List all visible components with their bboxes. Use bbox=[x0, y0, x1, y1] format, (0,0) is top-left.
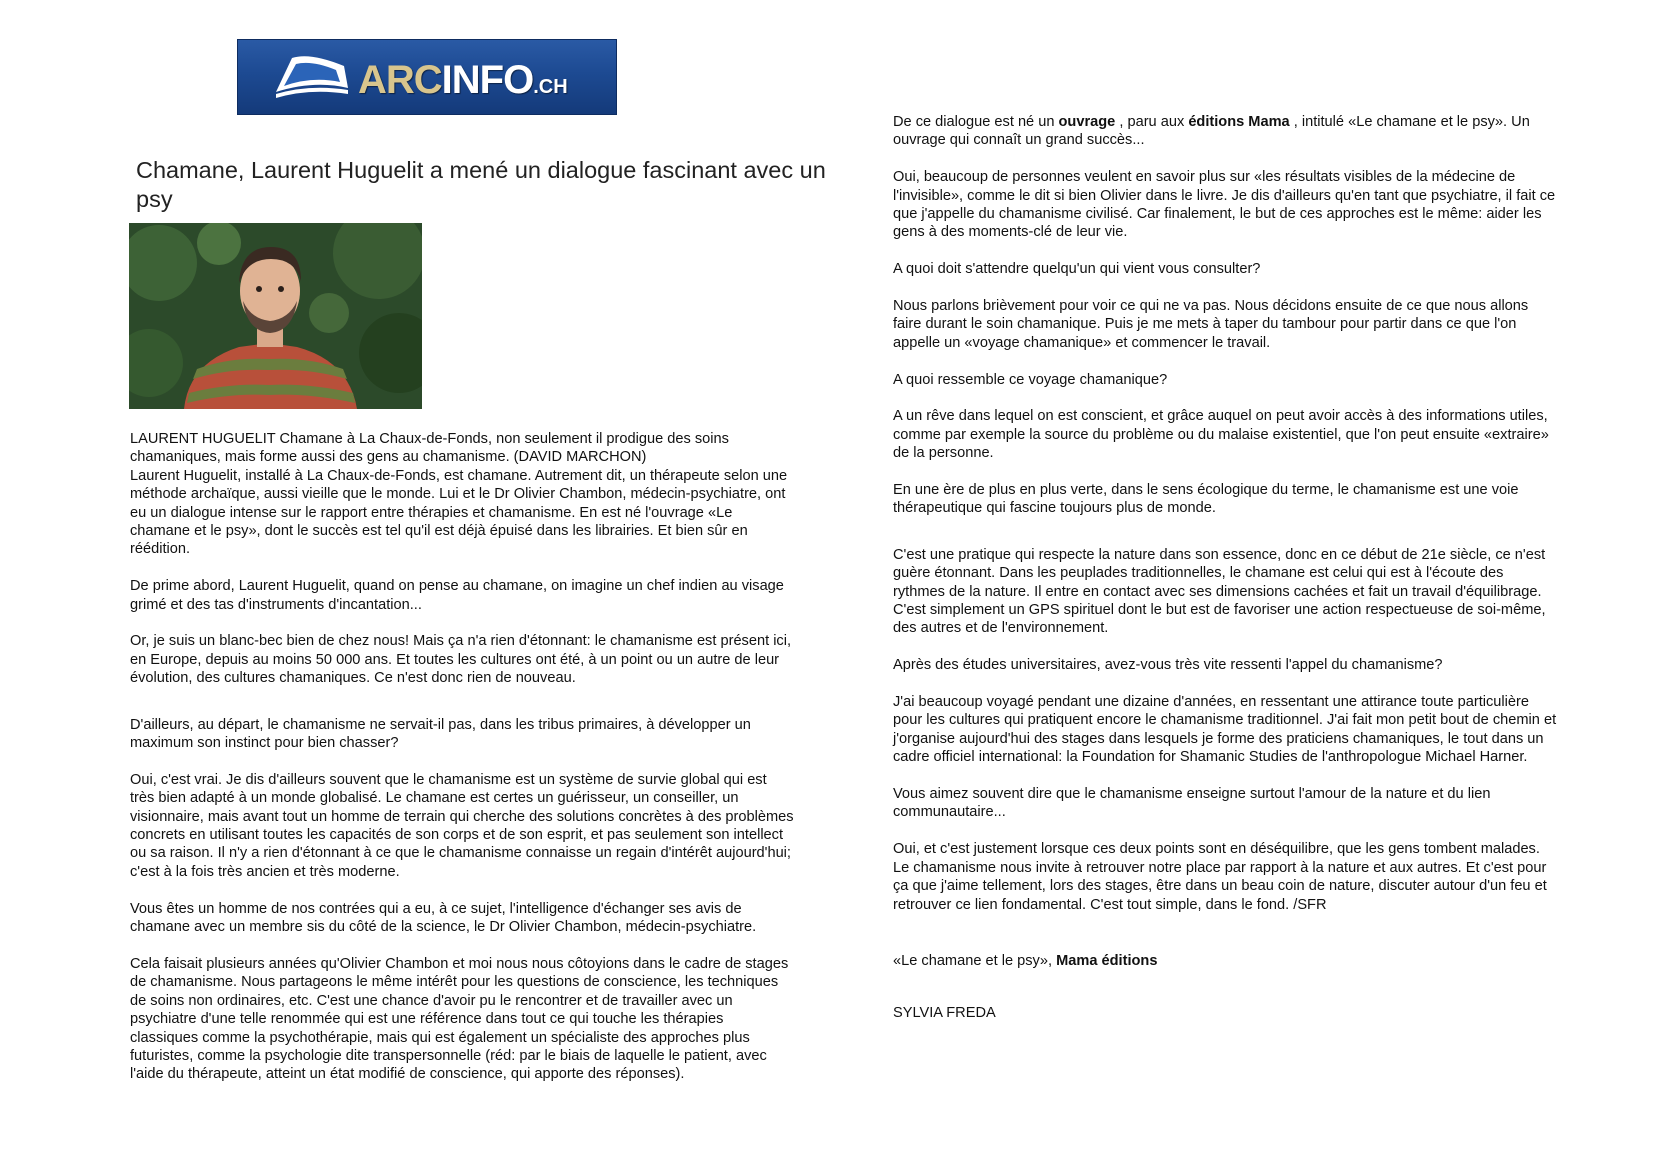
portrait-photo bbox=[129, 223, 422, 409]
logo-text-info: INFO bbox=[441, 58, 534, 102]
question-8: Après des études universitaires, avez-vous très vite ressenti l'appel du chamanisme? bbox=[893, 657, 1443, 674]
answer-2: Oui, c'est vrai. Je dis d'ailleurs souvent que le chamanisme est un système de survie global qui est très bien adapté à un monde globalisé. Le chamane est certes un guérisseur, un conseiller, un visionnaire, mais avant tout un homme de terrain qui cherche des solutions concrètes à des problèmes concrets en utilisant toutes les capacités de son corps et de son esprit, et pas seulement son intellect ou sa raison. Il n'y a rien d'étonnant à ce que le chamanisme connaisse un regain d'intérêt aujourd'hui; c'est à la fois très ancien et très moderne. bbox=[130, 771, 794, 880]
q4-text-2: , paru aux bbox=[1115, 114, 1189, 130]
answer-9: Oui, et c'est justement lorsque ces deux points sont en déséquilibre, que les gens tombent malades. Le chamanisme nous invite à retrouver notre place par rapport à la nature et aux autres. Et c'est pour ça que j'aime tellement, lors des stages, être dans un beau coin de nature, discuter autour d'un feu et retrouver ce lien fondamental. C'est tout simple, dans le fond. /SFR bbox=[893, 841, 1547, 913]
author-byline: SYLVIA FREDA bbox=[893, 1005, 996, 1022]
question-4 bbox=[893, 113, 1558, 150]
answer-8: J'ai beaucoup voyagé pendant une dizaine d'années, en ressentant une attirance toute particulière pour les cultures qui pratiquent encore le chamanisme traditionnel. J'ai fait mon petit bout de chemin et j'organise aujourd'hui des stages dans lesquels je forme des praticiens chamaniques, le tout dans un cadre officiel international: la Foundation for Shamanic Studies de l'anthropologue Michael Harner. bbox=[893, 694, 1557, 766]
answer-3: Cela faisait plusieurs années qu'Olivier Chambon et moi nous nous côtoyions dans le cadre de stages de chamanisme. Nous partageons le même intérêt pour les questions de conscience, les techniques de soins non ordinaires, etc. C'est une chance d'avoir pu le rencontrer et de travailler avec un psychiatre d'une telle renommée qui est une référence dans tout ce qui touche les thérapies classiques comme la psychothérapie, mais qui est également un spécialiste des approches plus futuristes, comme la psychologie dite transpersonnelle (réd: par le biais de laquelle le patient, avec l'aide du thérapeute, atteint un état modifié de conscience, qui apporte des réponses). bbox=[130, 955, 789, 1083]
question-3: Vous êtes un homme de nos contrées qui a eu, à ce sujet, l'intelligence d'échanger ses avis de chamane avec un membre sis du côté de la science, le Dr Olivier Chambon, médecin-psychiatre. bbox=[130, 900, 757, 936]
answer-1: Or, je suis un blanc-bec bien de chez nous! Mais ça n'a rien d'étonnant: le chamanisme est présent ici, en Europe, depuis au moins 50 000 ans. Et toutes les cultures ont été, à un point ou un autre de leur évolution, des cultures chamaniques. Ce n'est donc rien de nouveau. bbox=[130, 633, 792, 687]
q4-bold-ouvrage: ouvrage bbox=[1058, 114, 1116, 130]
left-column bbox=[130, 430, 795, 1084]
intro-paragraph: Laurent Huguelit, installé à La Chaux-de-Fonds, est chamane. Autrement dit, un thérapeute selon une méthode archaïque, aussi vieille que le monde. Lui et le Dr Olivier Chambon, médecin-psychiatre, ont eu un dialogue intense sur le rapport entre thérapies et chamanisme. En est né l'ouvrage «Le chamane et le psy», dont le succès est tel qu'il est déjà épuisé dans les librairies. Et bien sûr en réédition. bbox=[130, 467, 788, 558]
book-credit bbox=[893, 952, 1558, 970]
question-9: Vous aimez souvent dire que le chamanisme enseigne surtout l'amour de la nature et du lien communautaire... bbox=[893, 786, 1491, 821]
answer-6: A un rêve dans lequel on est conscient, et grâce auquel on peut avoir accès à des informations utiles, comme par exemple la source du problème ou du malaise existentiel, que l'on peut ensuite «extraire» de la personne. bbox=[893, 408, 1549, 462]
question-2: D'ailleurs, au départ, le chamanisme ne servait-il pas, dans les tribus primaires, à développer un maximum son instinct pour bien chasser? bbox=[130, 716, 751, 752]
credit-publisher: Mama éditions bbox=[1056, 952, 1158, 969]
logo-text-ch: .CH bbox=[533, 76, 568, 98]
q4-text-1: De ce dialogue est né un bbox=[893, 114, 1059, 130]
question-1: De prime abord, Laurent Huguelit, quand on pense au chamane, on imagine un chef indien au visage grimé et des tas d'instruments d'incantation... bbox=[130, 578, 784, 613]
credit-title: «Le chamane et le psy», bbox=[893, 952, 1057, 969]
answer-7: C'est une pratique qui respecte la nature dans son essence, donc en ce début de 21e siècle, ce n'est guère étonnant. Dans les peuplades traditionnelles, le chamane est celui qui est à l'écoute des rythmes de la nature. Il entre en contact avec ses dimensions cachées et fait un travail d'équilibrage. C'est simplement un GPS spirituel dont le but est de favoriser une action respectueuse de soi-même, des autres et de l'environnement. bbox=[893, 546, 1546, 637]
question-6: A quoi ressemble ce voyage chamanique? bbox=[893, 371, 1168, 388]
logo-wordmark bbox=[358, 58, 568, 109]
logo-text-arc: ARC bbox=[358, 58, 442, 102]
question-5: A quoi doit s'attendre quelqu'un qui vient vous consulter? bbox=[893, 261, 1261, 278]
arcinfo-logo[interactable] bbox=[237, 39, 617, 115]
arcinfo-swoosh-icon bbox=[270, 48, 350, 104]
question-7: En une ère de plus en plus verte, dans le sens écologique du terme, le chamanisme est une voie thérapeutique qui fascine toujours plus de monde. bbox=[893, 482, 1519, 517]
answer-5: Nous parlons brièvement pour voir ce qui ne va pas. Nous décidons ensuite de ce que nous allons faire durant le soin chamanique. Puis je me mets à taper du tambour pour partir dans ce que l'on appelle un «voyage chamanique» et commencer le travail. bbox=[893, 298, 1529, 351]
q4-text-3: , intitulé «Le chamane et le psy». Un ouvrage qui connaît un grand succès... bbox=[893, 114, 1530, 149]
photo-caption: LAURENT HUGUELIT Chamane à La Chaux-de-Fonds, non seulement il prodigue des soins chamaniques, mais forme aussi des gens au chamanisme. (DAVID MARCHON) bbox=[130, 431, 729, 466]
article-headline: Chamane, Laurent Huguelit a mené un dialogue fascinant avec un psy bbox=[136, 157, 826, 212]
right-column bbox=[893, 113, 1558, 1023]
q4-bold-editions: éditions Mama bbox=[1188, 114, 1290, 130]
answer-4: Oui, beaucoup de personnes veulent en savoir plus sur «les résultats visibles de la médecine de l'invisible», comme le dit si bien Olivier dans le livre. Je dis d'ailleurs qu'en tant que psychiatre, il fait ce que j'appelle du chamanisme civilisé. Car finalement, le but de ces approches est le même: aider les gens à des moments-clé de leur vie. bbox=[893, 169, 1556, 241]
